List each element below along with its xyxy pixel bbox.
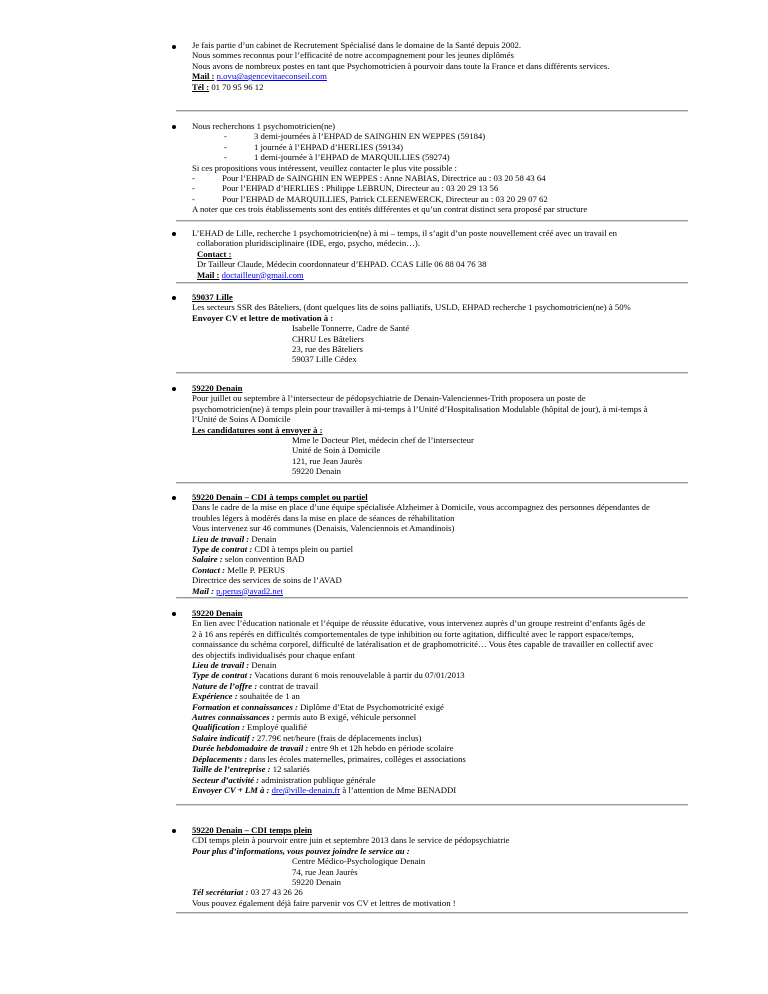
address-line: Centre Médico-Psychologique Denain <box>292 856 426 867</box>
field-label: Lieu de travail : <box>192 660 250 671</box>
field-value: Denain <box>249 660 277 671</box>
entry-text: 2 à 16 ans repérés en difficultés comportementales de type inhibition ou forte agitation, difficulté avec le rapport espace/temps, <box>192 628 634 639</box>
field-value: permis auto B exigé, véhicule personnel <box>274 712 417 723</box>
field-label: Autres connaissances : <box>192 712 275 723</box>
entry-text: Vous pouvez également déjà faire parvenir vos CV et lettres de motivation ! <box>192 897 456 908</box>
address-line: 59220 Denain <box>292 466 341 477</box>
divider <box>176 220 688 221</box>
schedule-item: 3 demi-journées à l’EHPAD de SAINGHIN EN WEPPES (59184) <box>254 131 486 142</box>
field-value: entre 9h et 12h hebdo en période scolaire <box>308 743 454 754</box>
entry-text: Pour juillet ou septembre à l’intersecteur de pédopsychiatrie de Denain-Valenciennes-Trith proposera un poste de <box>192 393 586 404</box>
address-line: 74, rue Jean Jaurès <box>292 866 358 877</box>
field-label: Taille de l’entreprise : <box>192 764 271 775</box>
address-line: Mme le Docteur Plet, médecin chef de l’intersecteur <box>292 435 474 446</box>
offer-title: 59037 Lille <box>192 292 233 302</box>
address-line: Unité de Soin à Domicile <box>292 445 381 456</box>
email-link[interactable]: dre@ville-denain.fr <box>271 784 341 795</box>
field-label: Formation et connaissances : <box>192 701 298 712</box>
offer-entry-8 <box>192 825 732 908</box>
email-link[interactable]: n.ovu@agencevitaeconseil.com <box>216 71 327 82</box>
entry-text: Vous intervenez sur 46 communes (Denaisis, Valenciennois et Amandinois) <box>192 523 455 534</box>
dash: - <box>192 173 195 184</box>
offer-entry-7 <box>192 608 732 795</box>
contact-item: Pour l’EHPAD d’HERLIES : Philippe LEBRUN, Directeur au : 03 20 29 13 56 <box>222 183 499 194</box>
address-line: 59037 Lille Cédex <box>292 354 357 365</box>
phone-label: Tél : <box>192 81 210 92</box>
dash: - <box>192 183 195 194</box>
address-line: 59220 Denain <box>292 877 341 888</box>
dash: - <box>224 152 227 163</box>
field-label: Envoyer CV + LM à : <box>192 784 270 795</box>
field-value: dans les écoles maternelles, primaires, collèges et associations <box>247 753 466 764</box>
entry-text: Nous avons de nombreux postes en tant que Psychomotricien à pourvoir dans toute la France et dans différents services. <box>192 60 610 71</box>
offer-title: 59220 Denain <box>192 608 243 618</box>
divider <box>176 597 688 598</box>
field-label: Type de contrat : <box>192 544 253 555</box>
address-line: 23, rue des Bâteliers <box>292 344 363 355</box>
field-label: Secteur d’activité : <box>192 774 260 785</box>
bullet-icon <box>172 125 176 129</box>
field-value: souhaitée de 1 an <box>237 691 300 702</box>
divider <box>176 912 688 913</box>
bullet-icon <box>172 232 176 236</box>
entry-text: CDI temps plein à pourvoir entre juin et septembre 2013 dans le service de pédopsychiatrie <box>192 835 510 846</box>
entry-text: Nous sommes reconnus pour l’efficacité de notre accompagnement pour les jeunes diplômés <box>192 50 514 61</box>
entry-text: Si ces propositions vous intéressent, veuillez contacter le plus vite possible : <box>192 162 457 173</box>
offer-title: 59220 Denain <box>192 383 243 393</box>
entry-text: Les secteurs SSR des Bâteliers, (dont quelques lits de soins palliatifs, USLD, EHPAD recherche 1 psychomotricien(ne) à 50% <box>192 302 631 313</box>
field-value: contrat de travail <box>257 680 319 691</box>
entry-text: Pour plus d’informations, vous pouvez joindre le service au : <box>192 845 410 856</box>
field-value: 27.79€ net/heure (frais de déplacements inclus) <box>254 732 422 743</box>
divider <box>176 482 688 483</box>
entry-text: Dans le cadre de la mise en place d’une équipe spécialisée Alzheimer à Domicile, vous accompagnez des personnes dépendantes de <box>192 502 650 513</box>
field-label: Qualification : <box>192 722 245 733</box>
entry-text: l’Unité de Soins A Domicile <box>192 414 291 425</box>
bullet-icon <box>172 829 176 833</box>
mail-label: Mail : <box>197 269 220 280</box>
divider <box>176 372 688 373</box>
entry-text: Nous recherchons 1 psychomotricien(ne) <box>192 121 336 131</box>
field-label: Mail : <box>192 585 214 596</box>
field-value: CDI à temps plein ou partiel <box>252 544 354 555</box>
divider <box>176 804 688 805</box>
dash: - <box>224 141 227 152</box>
email-link[interactable]: doctailleur@gmail.com <box>221 269 304 280</box>
field-label: Contact : <box>192 564 226 575</box>
bullet-icon <box>172 496 176 500</box>
field-label: Lieu de travail : <box>192 533 250 544</box>
field-label: Tél secrétariat : <box>192 887 249 898</box>
field-value: Employé qualifié <box>244 722 308 733</box>
entry-text: des objectifs individualisés pour chaque enfant <box>192 649 355 660</box>
offer-entry-6 <box>192 492 732 596</box>
field-label: Salaire : <box>192 554 223 565</box>
field-label: Type de contrat : <box>192 670 253 681</box>
divider <box>176 110 688 111</box>
field-value: Denain <box>249 533 277 544</box>
field-value: selon convention BAD <box>222 554 305 565</box>
field-value: 12 salariés <box>270 764 310 775</box>
address-line: 121, rue Jean Jaurès <box>292 455 362 466</box>
entry-text: Directrice des services de soins de l’AVAD <box>192 575 342 586</box>
entry-text: En lien avec l’éducation nationale et l’équipe de réussite éducative, vous intervenez auprès d’un groupe restreint d’enfants âgés de <box>192 618 646 629</box>
entry-text: L’EHAD de Lille, recherche 1 psychomotricien(ne) à mi – temps, il s’agit d’un poste nouvellement créé avec un travail en <box>192 228 617 238</box>
entry-text: Dr Tailleur Claude, Médecin coordonnateur d’EHPAD. CCAS Lille 06 88 04 76 38 <box>197 259 487 270</box>
field-value: administration publique générale <box>259 774 376 785</box>
offer-entry-5 <box>192 383 732 477</box>
address-line: CHRU Les Bâteliers <box>292 333 364 344</box>
offer-title: 59220 Denain – CDI à temps complet ou partiel <box>192 492 368 502</box>
field-label: Nature de l’offre : <box>192 680 258 691</box>
field-label: Durée hebdomadaire de travail : <box>192 743 309 754</box>
bullet-icon <box>172 45 176 49</box>
field-value: Melle P. PERUS <box>225 564 285 575</box>
field-value: à l’attention de Mme BENADDI <box>340 784 457 795</box>
entry-text: Envoyer CV et lettre de motivation à : <box>192 312 334 323</box>
field-value: Vacations durant 6 mois renouvelable à partir du 07/01/2013 <box>252 670 465 681</box>
offer-entry-2 <box>192 121 732 215</box>
contact-label: Contact : <box>197 248 232 259</box>
bullet-icon <box>172 612 176 616</box>
contact-item: Pour l’EHPAD de SAINGHIN EN WEPPES : Anne NABIAS, Directrice au : 03 20 58 43 64 <box>222 173 546 184</box>
entry-text: collaboration pluridisciplinaire (IDE, ergo, psycho, médecin…). <box>197 238 420 249</box>
entry-text: psychomotricien(ne) à temps plein pour travailler à mi-temps à l’Unité d’Hospitalisation Modulable (hôpital de jour), à mi-temps à <box>192 403 648 414</box>
schedule-item: 1 demi-journée à l’EHPAD de MARQUILLIES (59274) <box>254 152 450 163</box>
offer-entry-4 <box>192 292 732 365</box>
field-label: Expérience : <box>192 691 238 702</box>
address-line: Isabelle Tonnerre, Cadre de Santé <box>292 323 410 334</box>
dash: - <box>192 193 195 204</box>
bullet-icon <box>172 387 176 391</box>
entry-text: troubles légers à modérés dans la mise en place de séances de réhabilitation <box>192 512 455 523</box>
entry-text: connaissance du schéma corporel, difficulté de latéralisation et de graphomotricité… Vous êtes capable de travailler en collectif avec <box>192 639 654 650</box>
schedule-item: 1 journée à l’EHPAD d’HERLIES (59134) <box>254 141 404 152</box>
entry-text: Je fais partie d’un cabinet de Recrutement Spécialisé dans le domaine de la Santé depuis 2002. <box>192 40 522 50</box>
divider <box>176 282 688 283</box>
email-link[interactable]: p.perus@avad2.net <box>216 585 284 596</box>
offer-title: 59220 Denain – CDI temps plein <box>192 825 312 835</box>
field-value: Diplôme d’Etat de Psychomotricité exigé <box>297 701 444 712</box>
mail-label: Mail : <box>192 71 215 82</box>
field-value: 03 27 43 26 26 <box>248 887 303 898</box>
dash: - <box>224 131 227 142</box>
field-label: Déplacements : <box>192 753 248 764</box>
entry-text: A noter que ces trois établissements sont des entités différentes et qu’un contrat distinct sera proposé par structure <box>192 204 588 215</box>
offer-entry-1 <box>192 40 732 92</box>
contact-item: Pour l’EHPAD de MARQUILLIES, Patrick CLEENEWERCK, Directeur au : 03 20 29 07 62 <box>222 193 548 204</box>
phone-number: 01 70 95 96 12 <box>211 81 264 92</box>
field-label: Salaire indicatif : <box>192 732 255 743</box>
offer-entry-3 <box>192 228 732 280</box>
bullet-icon <box>172 296 176 300</box>
entry-text: Les candidatures sont à envoyer à : <box>192 424 323 435</box>
